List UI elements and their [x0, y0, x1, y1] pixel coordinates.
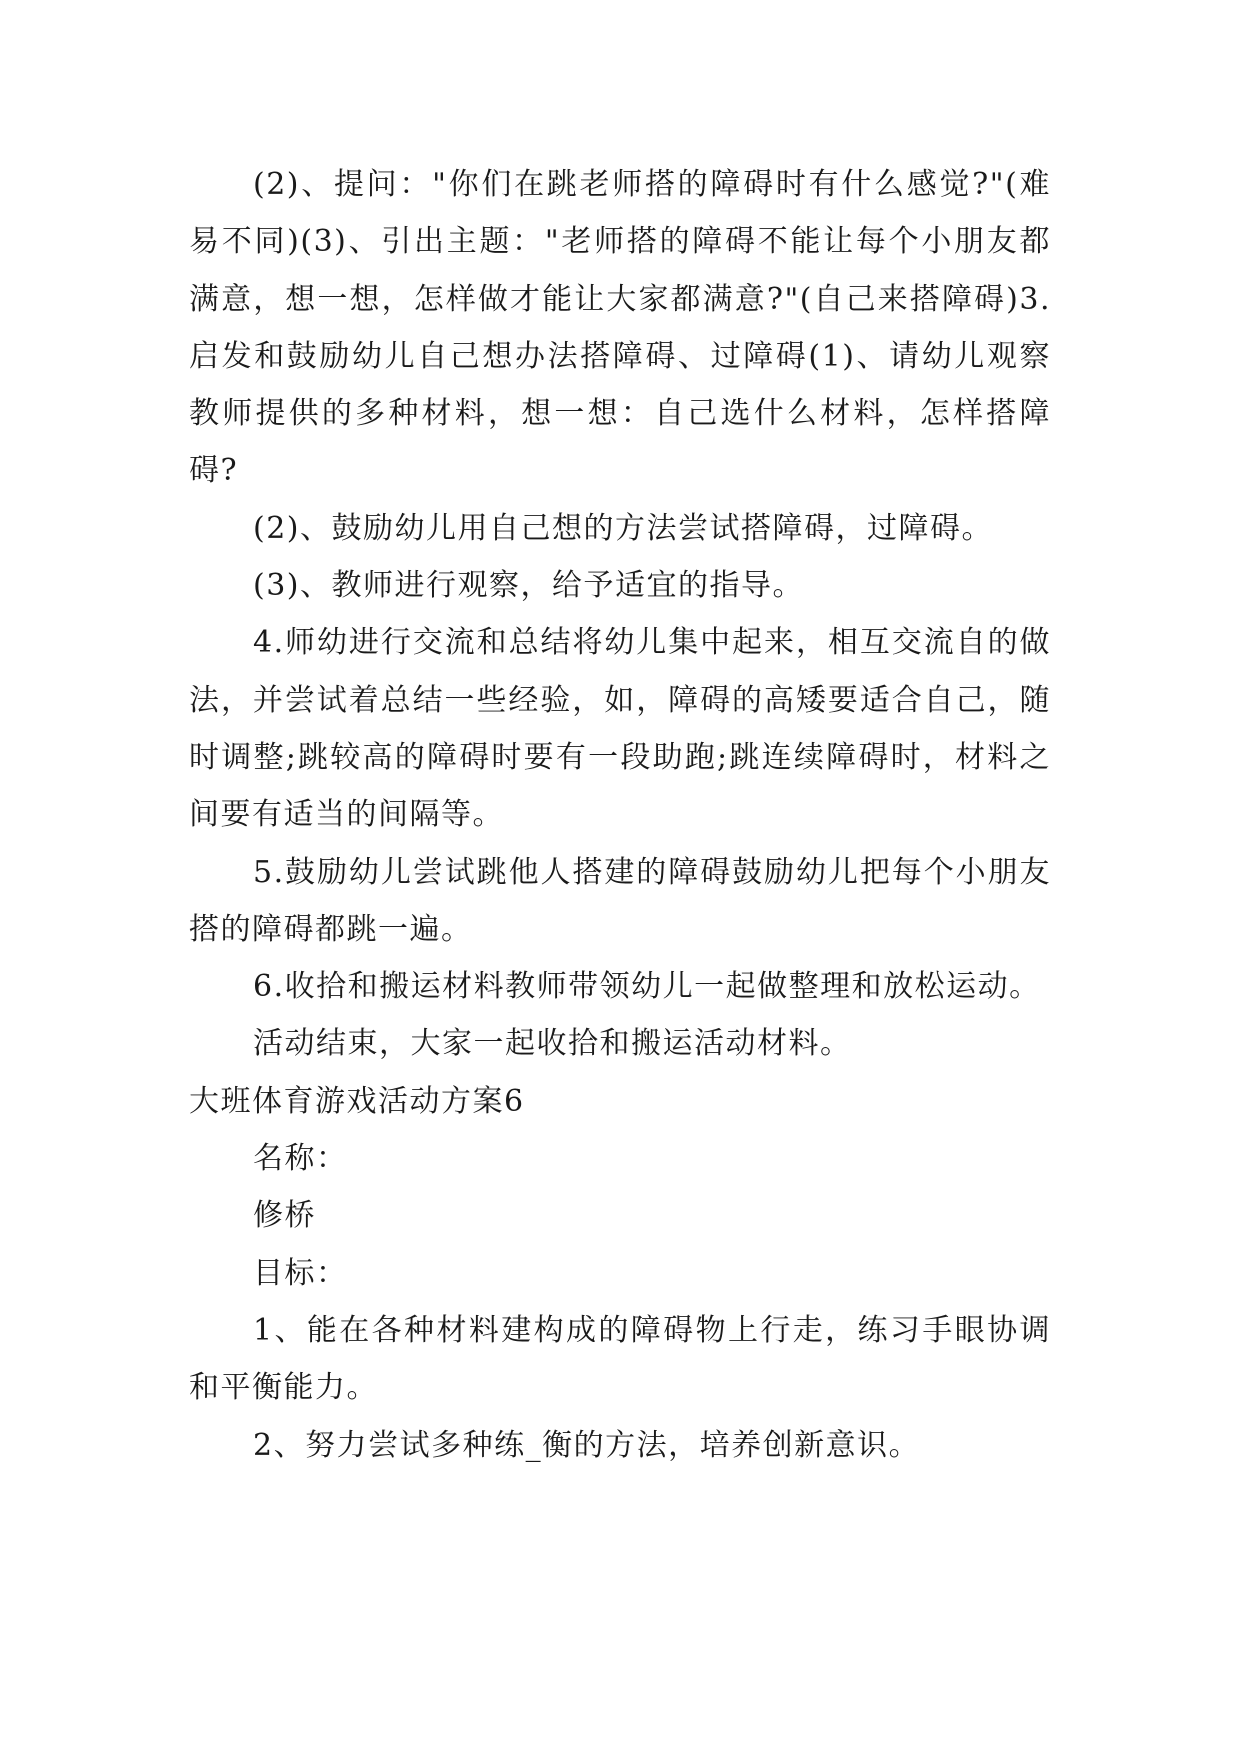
- paragraph-goal-1: 1、能在各种材料建构成的障碍物上行走，练习手眼协调和平衡能力。: [189, 1312, 1051, 1406]
- paragraph-step-6: 6.收拾和搬运材料教师带领幼儿一起做整理和放松运动。: [253, 969, 1041, 1005]
- paragraph-goals-label: 目标：: [253, 1255, 348, 1291]
- paragraph-step-4: 4.师幼进行交流和总结将幼儿集中起来，相互交流自的做法，并尝试着总结一些经验，如，障碍的高矮要适合自己，随时调整;跳较高的障碍时要有一段助跑;跳连续障碍时，材料之间要有适当的间隔等。: [189, 625, 1051, 833]
- paragraph-goal-2: 2、努力尝试多种练_衡的方法，培养创新意识。: [253, 1427, 921, 1463]
- paragraph-step-3-2: (2)、鼓励幼儿用自己想的方法尝试搭障碍，过障碍。: [253, 510, 993, 546]
- paragraph-step-3-3: (3)、教师进行观察，给予适宜的指导。: [253, 568, 804, 604]
- paragraph-name-value: 修桥: [253, 1198, 316, 1234]
- section-title: 大班体育游戏活动方案6: [189, 1083, 525, 1119]
- paragraph-steps-2-3: (2)、提问："你们在跳老师搭的障碍时有什么感觉?"(难易不同)(3)、引出主题："老师搭的障碍不能让每个小朋友都满意，想一想，怎样做才能让大家都满意?"(自己来搭障碍)3.启发和鼓励幼儿自己想办法搭障碍、过障碍(1)、请幼儿观察教师提供的多种材料，想一想：自己选什么材料，怎样搭障碍?: [189, 167, 1051, 489]
- paragraph-name-label: 名称：: [253, 1141, 348, 1177]
- paragraph-step-5: 5.鼓励幼儿尝试跳他人搭建的障碍鼓励幼儿把每个小朋友搭的障碍都跳一遍。: [189, 854, 1051, 947]
- paragraph-activity-end: 活动结束，大家一起收拾和搬运活动材料。: [253, 1026, 852, 1062]
- document-body: [189, 156, 1051, 1474]
